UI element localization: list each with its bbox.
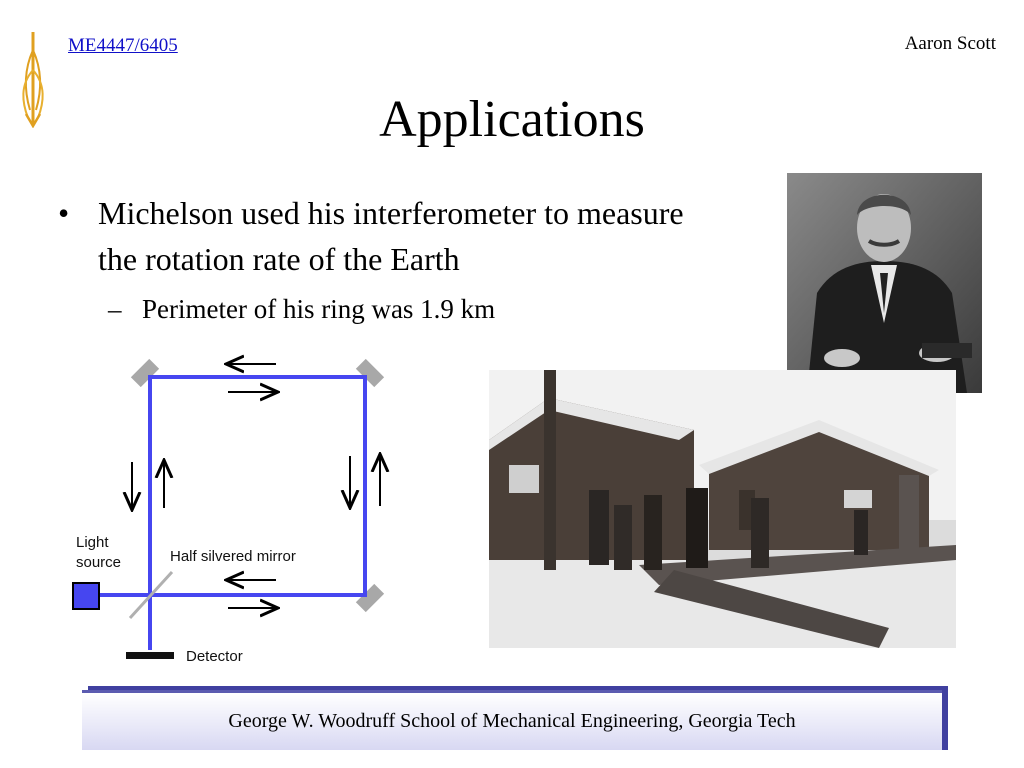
sub-bullet-marker: – bbox=[108, 294, 122, 324]
detector-label: Detector bbox=[186, 648, 243, 665]
corner-mirror-bottom-right bbox=[356, 584, 384, 612]
detector-bar bbox=[126, 652, 174, 659]
corner-mirror-top-right bbox=[356, 359, 384, 387]
bullet-marker: • bbox=[58, 195, 70, 231]
footer-text: George W. Woodruff School of Mechanical Engineering, Georgia Tech bbox=[228, 710, 796, 732]
corner-mirror-top-left bbox=[131, 359, 159, 387]
interferometer-diagram bbox=[60, 350, 405, 670]
footer-banner bbox=[82, 690, 942, 750]
sub-bullet-item bbox=[108, 290, 708, 328]
experiment-site-photo bbox=[489, 370, 956, 648]
half-mirror-label: Half silvered mirror bbox=[170, 548, 296, 565]
bullet-item bbox=[58, 190, 718, 282]
light-source-box bbox=[73, 583, 99, 609]
author-name: Aaron Scott bbox=[904, 33, 996, 54]
bullet-text: Michelson used his interferometer to measure the rotation rate of the Earth bbox=[98, 195, 684, 277]
light-source-label-2: source bbox=[76, 554, 122, 571]
michelson-portrait-image bbox=[787, 173, 982, 393]
course-code-link[interactable]: ME4447/6405 bbox=[68, 35, 178, 56]
light-source-label-1: Light bbox=[76, 534, 109, 551]
slide-title: Applications bbox=[379, 91, 645, 148]
sub-bullet-text: Perimeter of his ring was 1.9 km bbox=[142, 294, 496, 324]
